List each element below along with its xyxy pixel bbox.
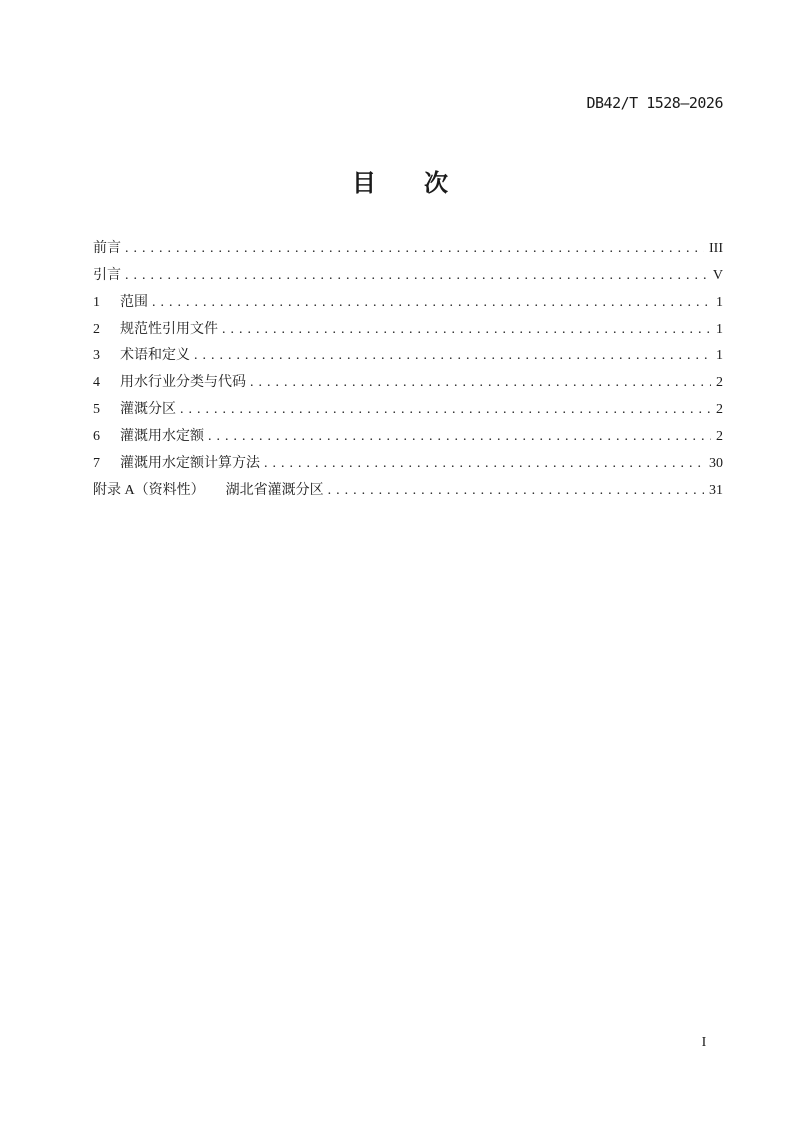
toc-entry xyxy=(93,425,723,452)
toc-entry-title: 灌溉用水定额计算方法 xyxy=(120,455,260,471)
footer-page-number: I xyxy=(701,1035,707,1050)
toc-entry xyxy=(93,291,723,318)
toc-entry-page: 2 xyxy=(716,375,723,391)
toc-entry-title: 术语和定义 xyxy=(120,348,190,364)
toc-entry-number: 3 xyxy=(93,348,100,364)
toc-entry-title: 范围 xyxy=(120,294,148,310)
toc-leader-dots xyxy=(260,456,704,472)
toc-leader-dots xyxy=(218,322,711,338)
toc-entry-page: V xyxy=(712,267,723,283)
toc-entry xyxy=(93,318,723,345)
toc-entry-title: 灌溉分区 xyxy=(120,402,176,418)
toc-entry-page: 2 xyxy=(716,428,723,444)
toc-entry-page: 31 xyxy=(709,482,723,498)
toc-leader-dots xyxy=(246,375,711,391)
toc-entry xyxy=(93,264,723,291)
toc-leader-dots xyxy=(176,402,711,418)
toc-entry xyxy=(93,398,723,425)
toc-entry-title: 引言 xyxy=(93,267,121,283)
toc-leader-dots xyxy=(148,295,711,311)
toc-entry-page: III xyxy=(709,241,723,256)
toc-leader-dots xyxy=(121,241,704,257)
toc-entry-title: 规范性引用文件 xyxy=(120,321,218,337)
toc-entry xyxy=(93,344,723,371)
toc-entry xyxy=(93,452,723,479)
toc-entry-number: 7 xyxy=(93,455,100,471)
toc-entry-page: 1 xyxy=(716,348,723,364)
toc-entry-page: 2 xyxy=(716,402,723,418)
toc-entry-title: 前言 xyxy=(93,241,121,256)
standard-code-header: DB42/T 1528—2026 xyxy=(586,94,723,112)
toc-entry-title: 用水行业分类与代码 xyxy=(120,375,246,391)
toc-leader-dots xyxy=(121,268,708,284)
toc-entry xyxy=(93,237,723,264)
toc-list xyxy=(93,237,723,505)
toc-leader-dots xyxy=(204,429,711,445)
page-title: 目 次 xyxy=(352,170,448,197)
toc-entry xyxy=(93,371,723,398)
toc-leader-dots xyxy=(324,483,704,499)
toc-entry-number: 4 xyxy=(93,375,100,391)
toc-entry-title: 灌溉用水定额 xyxy=(120,428,204,444)
toc-entry-page: 1 xyxy=(716,294,723,310)
toc-entry-title: 附录 A（资料性） 湖北省灌溉分区 xyxy=(93,482,324,498)
toc-entry-number: 2 xyxy=(93,321,100,337)
toc-entry-number: 5 xyxy=(93,402,100,418)
toc-entry xyxy=(93,479,723,506)
toc-leader-dots xyxy=(190,348,711,364)
toc-entry-page: 30 xyxy=(709,455,723,471)
toc-entry-number: 6 xyxy=(93,428,100,444)
toc-entry-page: 1 xyxy=(716,321,723,337)
toc-entry-number: 1 xyxy=(93,294,100,310)
